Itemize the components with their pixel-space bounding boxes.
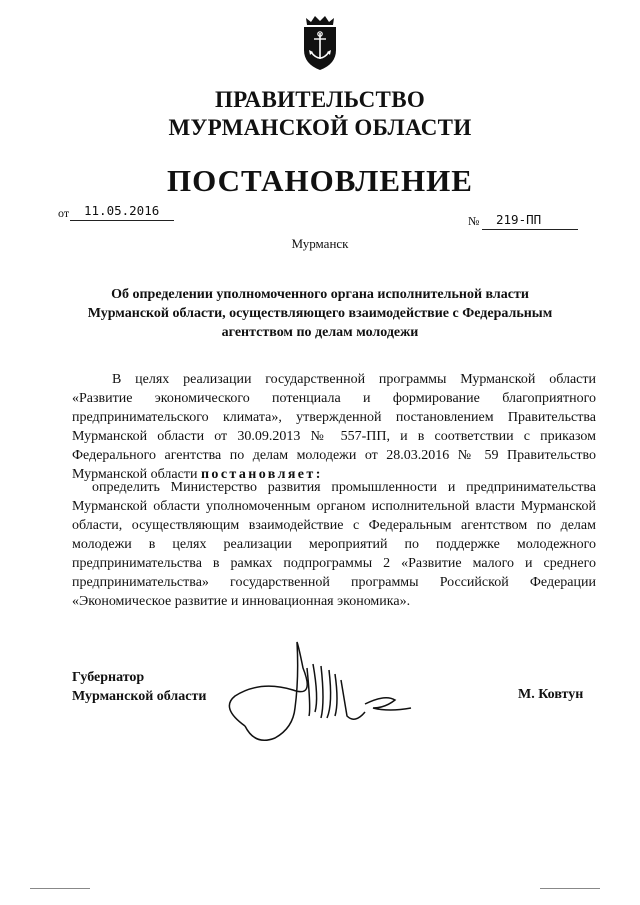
operative-text: определить Министерство развития промышленности и предпринимательства Мурманской области уполномоченным органом исполнительной власти Мурманской области, осуществляющим взаимодействие с Федеральным агентством по делам молодежи в целях реализации мероприятий по поддержке молодежного предпринимательства в рамках подпрограммы 2 «Развитие малого и среднего предпринимательства» государственной программы Российской Федерации «Экономическое развитие и инновационная экономика».	[72, 480, 596, 609]
preamble-paragraph	[72, 370, 596, 484]
date-underline	[70, 220, 174, 221]
footer-divider	[30, 888, 90, 889]
city: Мурманск	[291, 236, 349, 251]
operative-paragraph	[72, 478, 596, 611]
footer-divider	[540, 888, 600, 889]
government-title: ПРАВИТЕЛЬСТВО	[214, 87, 426, 112]
signatory-position	[72, 668, 206, 706]
title-line: Мурманской области, осуществляющего взаимодействие с Федеральным	[87, 306, 553, 321]
preamble-text: В целях реализации государственной программы Мурманской области «Развитие экономического потенциала и формирование благоприятного предпринимательского климата», утвержденной постановлением Правительства Мурманской области от 30.09.2013 № 557-ПП, и в соответствии с приказом Федерального агентства по делам молодежи от 28.03.2016 № 59 Правительство Мурманской области	[72, 372, 596, 482]
position-line: Мурманской области	[72, 689, 207, 704]
document-number: 219-ПП	[496, 212, 542, 227]
date-prefix: от	[58, 206, 70, 220]
document-title	[60, 285, 580, 342]
handwritten-signature	[215, 638, 425, 750]
number-underline	[482, 229, 578, 230]
number-prefix: №	[468, 214, 480, 228]
document-date: 11.05.2016	[84, 203, 160, 218]
title-line: агентством по делам молодежи	[221, 325, 419, 340]
coat-of-arms-icon	[298, 12, 342, 72]
government-region: МУРМАНСКОЙ ОБЛАСТИ	[168, 115, 472, 140]
title-line: Об определении уполномоченного органа исполнительной власти	[111, 287, 529, 302]
document-type: ПОСТАНОВЛЕНИЕ	[167, 163, 473, 198]
position-line: Губернатор	[72, 670, 145, 685]
decree-word: постановляет:	[200, 467, 323, 482]
signatory-name: М. Ковтун	[518, 687, 584, 702]
